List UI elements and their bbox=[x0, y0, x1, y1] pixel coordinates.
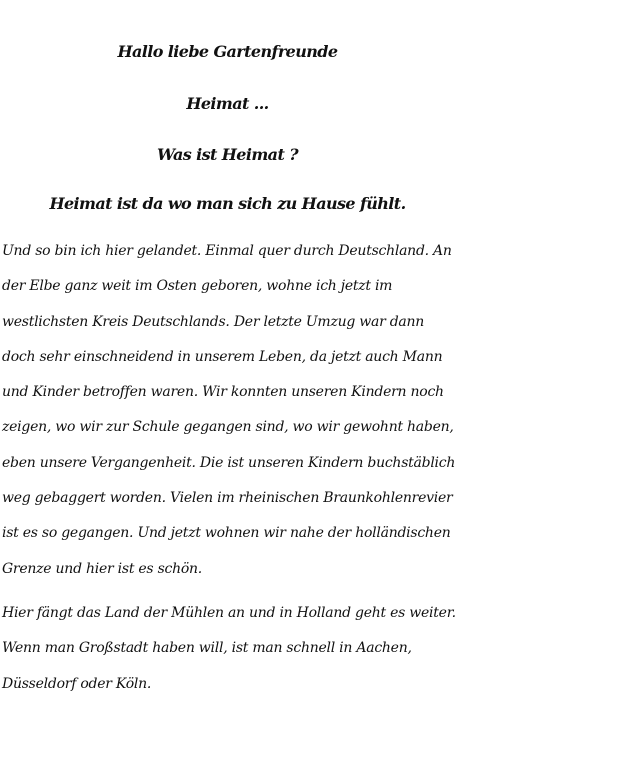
text-line: Grenze und hier ist es schön. bbox=[2, 560, 203, 577]
body-paragraph-2 bbox=[2, 596, 456, 702]
text-line: doch sehr einschneidend in unserem Leben, da jetzt auch Mann bbox=[2, 348, 443, 365]
text-line: und Kinder betroffen waren. Wir konnten unseren Kindern noch bbox=[2, 384, 444, 401]
body-paragraph-1 bbox=[2, 234, 455, 587]
question-heading: Was ist Heimat ? bbox=[157, 145, 298, 164]
text-line: zeigen, wo wir zur Schule gegangen sind, wo wir gewohnt haben, bbox=[2, 419, 454, 436]
heimat-heading: Heimat ... bbox=[186, 94, 269, 113]
text-line: weg gebaggert worden. Vielen im rheinischen Braunkohlenrevier bbox=[2, 490, 453, 507]
text-line: Düsseldorf oder Köln. bbox=[2, 675, 152, 692]
text-line: Und so bin ich hier gelandet. Einmal quer durch Deutschland. An bbox=[2, 243, 452, 259]
text-line: Wenn man Großstadt haben will, ist man schnell in Aachen, bbox=[2, 640, 412, 657]
text-line: der Elbe ganz weit im Osten geboren, wohne ich jetzt im bbox=[2, 278, 393, 295]
text-line: Hier fängt das Land der Mühlen an und in Holland geht es weiter. bbox=[2, 605, 456, 621]
text-line: eben unsere Vergangenheit. Die ist unseren Kindern buchstäblich bbox=[2, 454, 456, 471]
greeting-heading: Hallo liebe Gartenfreunde bbox=[117, 42, 338, 61]
text-line: westlichsten Kreis Deutschlands. Der letzte Umzug war dann bbox=[2, 313, 425, 330]
text-line: ist es so gegangen. Und jetzt wohnen wir nahe der holländischen bbox=[2, 525, 451, 542]
answer-heading: Heimat ist da wo man sich zu Hause fühlt. bbox=[49, 194, 406, 213]
